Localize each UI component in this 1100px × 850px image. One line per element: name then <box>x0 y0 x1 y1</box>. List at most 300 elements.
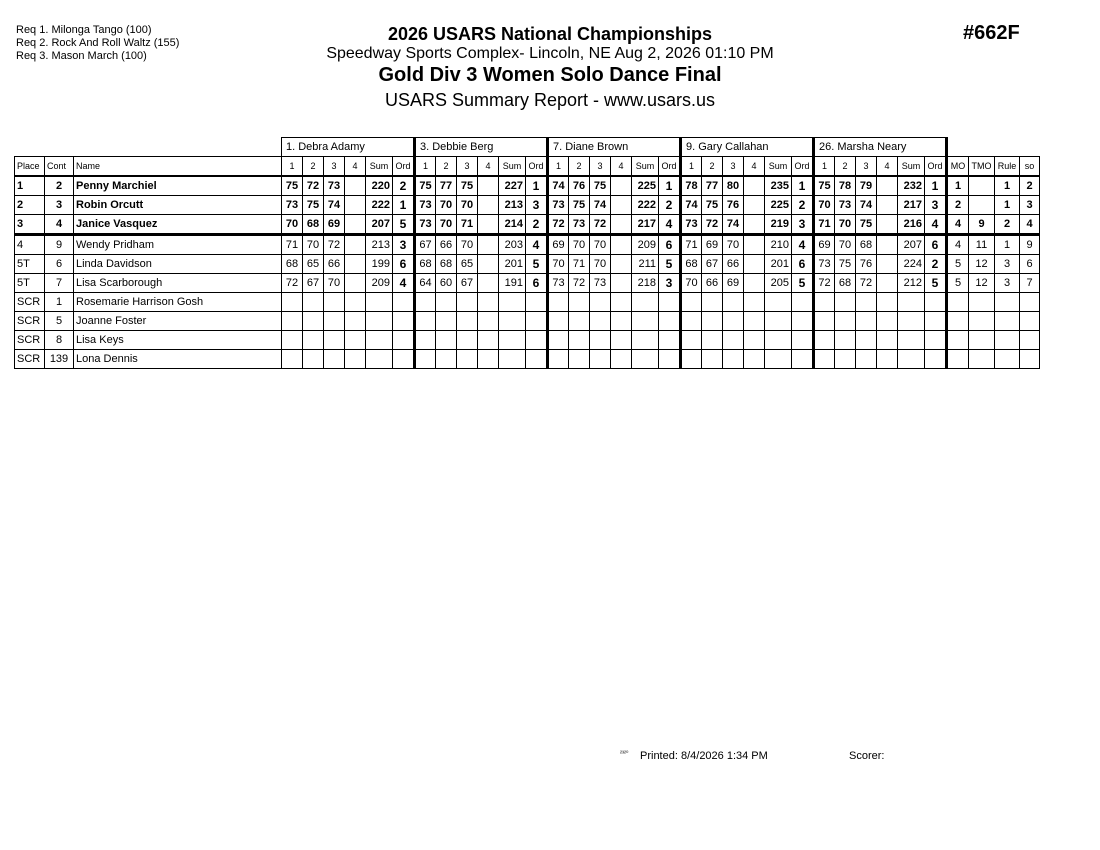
judge-score <box>814 350 835 369</box>
judge-sum: 222 <box>632 196 659 215</box>
judge-score: 73 <box>548 274 569 293</box>
judge-score <box>436 331 457 350</box>
judge-score: 75 <box>856 215 877 235</box>
judge-ordinal: 3 <box>526 196 548 215</box>
judge-score <box>282 331 303 350</box>
judge-score <box>457 312 478 331</box>
judge-ordinal: 6 <box>925 235 947 255</box>
judge-ordinal <box>925 312 947 331</box>
judge-ordinal <box>393 331 415 350</box>
judge-score <box>478 215 499 235</box>
col-header-place: Place <box>15 157 45 177</box>
judge-score <box>744 274 765 293</box>
judge-score <box>282 312 303 331</box>
judge-ordinal <box>792 331 814 350</box>
mo-cell: 4 <box>947 235 969 255</box>
judge-score: 75 <box>282 176 303 196</box>
judge-sum: 211 <box>632 255 659 274</box>
tmo-cell <box>969 176 995 196</box>
judge-score: 73 <box>681 215 702 235</box>
table-row <box>15 350 1040 369</box>
judge-score: 74 <box>856 196 877 215</box>
judge-sum: 220 <box>366 176 393 196</box>
place-cell: 5T <box>15 255 45 274</box>
judge-ordinal: 5 <box>925 274 947 293</box>
judge-score <box>345 312 366 331</box>
skater-name: Joanne Foster <box>74 312 282 331</box>
skater-name: Lisa Keys <box>74 331 282 350</box>
table-row <box>15 274 1040 293</box>
judge-ordinal <box>393 293 415 312</box>
so-cell: 2 <box>1020 176 1040 196</box>
skater-name: Rosemarie Harrison Gosh <box>74 293 282 312</box>
mo-cell: 2 <box>947 196 969 215</box>
judge-sum: 209 <box>632 235 659 255</box>
judge-score <box>744 255 765 274</box>
judge-score: 64 <box>415 274 436 293</box>
judge-score <box>457 293 478 312</box>
judge-sum: 216 <box>898 215 925 235</box>
judge-sum <box>366 331 393 350</box>
judge-score <box>303 312 324 331</box>
table-row <box>15 196 1040 215</box>
judge-score <box>548 293 569 312</box>
judge-score <box>744 196 765 215</box>
judge-score <box>611 176 632 196</box>
judges-header-row <box>15 138 1040 157</box>
judge-score: 67 <box>415 235 436 255</box>
judge-ordinal <box>792 312 814 331</box>
judge-sum: 235 <box>765 176 792 196</box>
judge-score <box>814 331 835 350</box>
judge-score <box>590 331 611 350</box>
judge-sum <box>632 293 659 312</box>
judge-score <box>303 331 324 350</box>
table-row <box>15 235 1040 255</box>
rule-cell: 3 <box>995 274 1020 293</box>
report-title: USARS Summary Report - www.usars.us <box>384 90 716 110</box>
so-cell <box>1020 331 1040 350</box>
judge-score <box>478 196 499 215</box>
judge-sum: 201 <box>765 255 792 274</box>
judge-score: 72 <box>702 215 723 235</box>
col-header-judge: Sum <box>898 157 925 177</box>
judge-score <box>681 331 702 350</box>
judge-ordinal: 4 <box>393 274 415 293</box>
rule-cell: 1 <box>995 176 1020 196</box>
judge-score <box>324 350 345 369</box>
judge-sum: 225 <box>632 176 659 196</box>
judge-score: 75 <box>814 176 835 196</box>
requirement-item: Req 2. Rock And Roll Waltz (155) <box>16 37 180 49</box>
judge-score: 70 <box>814 196 835 215</box>
judge-score <box>814 293 835 312</box>
judge-score: 73 <box>282 196 303 215</box>
judge-score: 75 <box>303 196 324 215</box>
rule-cell: 1 <box>995 196 1020 215</box>
judge-score: 70 <box>436 215 457 235</box>
judge-score: 75 <box>590 176 611 196</box>
col-header-judge: 1 <box>282 157 303 177</box>
contestant-number: 7 <box>45 274 74 293</box>
judge-ordinal <box>659 293 681 312</box>
judge-score: 74 <box>681 196 702 215</box>
judge-ordinal <box>792 293 814 312</box>
col-header-judge: Ord <box>526 157 548 177</box>
judge-score: 72 <box>569 274 590 293</box>
col-header-judge: 3 <box>324 157 345 177</box>
judge-name: 9. Gary Callahan <box>681 138 814 157</box>
judge-ordinal: 4 <box>659 215 681 235</box>
contestant-number: 139 <box>45 350 74 369</box>
judge-score: 75 <box>835 255 856 274</box>
venue-date: Speedway Sports Complex- Lincoln, NE Aug 2, 2026 01:10 PM <box>326 45 774 62</box>
skater-name: Robin Orcutt <box>74 196 282 215</box>
contestant-number: 8 <box>45 331 74 350</box>
judge-sum: 214 <box>499 215 526 235</box>
judge-ordinal: 3 <box>659 274 681 293</box>
judge-ordinal: 4 <box>526 235 548 255</box>
col-header-judge: Ord <box>925 157 947 177</box>
judge-ordinal <box>659 312 681 331</box>
judge-score <box>611 293 632 312</box>
judge-score: 69 <box>702 235 723 255</box>
judge-score: 78 <box>681 176 702 196</box>
judge-score: 73 <box>324 176 345 196</box>
mo-cell: 5 <box>947 274 969 293</box>
judge-score <box>835 293 856 312</box>
judge-score: 73 <box>814 255 835 274</box>
skater-name: Linda Davidson <box>74 255 282 274</box>
judge-ordinal <box>925 293 947 312</box>
judge-ordinal <box>659 350 681 369</box>
judge-score <box>345 196 366 215</box>
judge-score <box>478 312 499 331</box>
judge-ordinal <box>526 350 548 369</box>
mo-cell <box>947 312 969 331</box>
judge-score <box>548 350 569 369</box>
judge-score <box>856 293 877 312</box>
place-cell: SCR <box>15 350 45 369</box>
judge-score <box>877 255 898 274</box>
judge-score <box>611 235 632 255</box>
judge-score <box>681 312 702 331</box>
judge-score <box>611 312 632 331</box>
col-header-tmo: TMO <box>969 157 995 177</box>
judge-score: 68 <box>856 235 877 255</box>
judge-score: 73 <box>835 196 856 215</box>
results-table <box>14 137 1040 369</box>
col-header-judge: 4 <box>478 157 499 177</box>
judge-score: 73 <box>548 196 569 215</box>
rule-cell: 2 <box>995 215 1020 235</box>
judge-sum: 207 <box>898 235 925 255</box>
table-row <box>15 255 1040 274</box>
judge-sum: 222 <box>366 196 393 215</box>
col-header-judge: Sum <box>632 157 659 177</box>
judge-sum <box>499 293 526 312</box>
judge-ordinal: 2 <box>393 176 415 196</box>
judge-score: 71 <box>681 235 702 255</box>
judge-score: 72 <box>856 274 877 293</box>
col-header-judge: 2 <box>702 157 723 177</box>
so-cell: 9 <box>1020 235 1040 255</box>
event-title: Gold Div 3 Women Solo Dance Final <box>378 64 722 86</box>
judge-sum <box>898 350 925 369</box>
col-header-judge: Sum <box>366 157 393 177</box>
judge-score: 70 <box>835 235 856 255</box>
judge-name: 26. Marsha Neary <box>814 138 947 157</box>
judge-score <box>877 176 898 196</box>
judge-score <box>744 312 765 331</box>
judge-ordinal: 5 <box>393 215 415 235</box>
requirement-item: Req 1. Milonga Tango (100) <box>16 24 152 36</box>
skater-name: Janice Vasquez <box>74 215 282 235</box>
judge-score <box>702 312 723 331</box>
judge-score <box>744 293 765 312</box>
judge-sum <box>632 312 659 331</box>
judge-score <box>723 350 744 369</box>
judge-score: 69 <box>324 215 345 235</box>
judge-sum: 219 <box>765 215 792 235</box>
judge-sum: 212 <box>898 274 925 293</box>
judge-score <box>835 312 856 331</box>
judge-score <box>611 196 632 215</box>
judge-score <box>611 215 632 235</box>
judge-score <box>702 331 723 350</box>
judge-sum <box>898 312 925 331</box>
judge-ordinal: 3 <box>792 215 814 235</box>
judge-score: 70 <box>590 235 611 255</box>
judge-score: 68 <box>415 255 436 274</box>
judge-sum: 207 <box>366 215 393 235</box>
judge-sum <box>765 293 792 312</box>
judge-score: 74 <box>548 176 569 196</box>
judge-score: 70 <box>457 196 478 215</box>
judge-ordinal: 6 <box>659 235 681 255</box>
judge-sum: 201 <box>499 255 526 274</box>
judge-ordinal <box>526 312 548 331</box>
mo-cell: 1 <box>947 176 969 196</box>
col-header-judge: 3 <box>856 157 877 177</box>
table-row <box>15 312 1040 331</box>
judge-score <box>478 274 499 293</box>
judge-score: 68 <box>282 255 303 274</box>
skater-name: Wendy Pridham <box>74 235 282 255</box>
judge-score <box>345 274 366 293</box>
judge-score: 68 <box>681 255 702 274</box>
judge-score <box>345 215 366 235</box>
judge-score <box>877 274 898 293</box>
mo-cell: 5 <box>947 255 969 274</box>
judge-score: 70 <box>548 255 569 274</box>
judge-score <box>436 312 457 331</box>
rule-cell <box>995 312 1020 331</box>
judge-score <box>415 293 436 312</box>
judge-score: 71 <box>282 235 303 255</box>
judge-ordinal: 4 <box>792 235 814 255</box>
judge-score <box>478 350 499 369</box>
judge-score <box>723 331 744 350</box>
col-header-judge: 2 <box>436 157 457 177</box>
judge-sum <box>898 293 925 312</box>
contestant-number: 3 <box>45 196 74 215</box>
col-header-so: so <box>1020 157 1040 177</box>
place-cell: SCR <box>15 331 45 350</box>
col-header-name: Name <box>74 157 282 177</box>
so-cell: 4 <box>1020 215 1040 235</box>
judge-score <box>744 235 765 255</box>
col-header-judge: Ord <box>659 157 681 177</box>
judge-sum: 199 <box>366 255 393 274</box>
judge-ordinal: 1 <box>925 176 947 196</box>
judge-score <box>569 312 590 331</box>
judge-score: 72 <box>590 215 611 235</box>
col-header-judge: 3 <box>457 157 478 177</box>
judge-sum <box>765 312 792 331</box>
judge-score <box>723 293 744 312</box>
judge-score <box>282 350 303 369</box>
judge-score <box>611 350 632 369</box>
place-cell: 5T <box>15 274 45 293</box>
judge-ordinal <box>659 331 681 350</box>
judge-score <box>415 312 436 331</box>
judge-ordinal <box>393 312 415 331</box>
judge-score: 68 <box>303 215 324 235</box>
judge-score: 69 <box>548 235 569 255</box>
rule-cell <box>995 293 1020 312</box>
judge-score: 70 <box>303 235 324 255</box>
col-header-mo: MO <box>947 157 969 177</box>
judge-score <box>569 293 590 312</box>
judge-ordinal: 2 <box>925 255 947 274</box>
judge-score: 65 <box>457 255 478 274</box>
judge-score <box>744 215 765 235</box>
judge-sum: 218 <box>632 274 659 293</box>
judge-score <box>835 350 856 369</box>
place-cell: SCR <box>15 293 45 312</box>
col-header-judge: 2 <box>835 157 856 177</box>
judge-sum: 205 <box>765 274 792 293</box>
judge-score <box>282 293 303 312</box>
skater-name: Penny Marchiel <box>74 176 282 196</box>
judge-score: 71 <box>569 255 590 274</box>
rule-cell: 1 <box>995 235 1020 255</box>
judge-score: 75 <box>415 176 436 196</box>
so-cell <box>1020 312 1040 331</box>
judge-score <box>548 331 569 350</box>
judge-score <box>611 255 632 274</box>
judge-score: 77 <box>436 176 457 196</box>
skater-name: Lisa Scarborough <box>74 274 282 293</box>
judge-ordinal: 3 <box>393 235 415 255</box>
judge-score: 77 <box>702 176 723 196</box>
col-header-judge: 2 <box>569 157 590 177</box>
judge-ordinal <box>393 350 415 369</box>
judge-score <box>345 331 366 350</box>
judge-sum: 203 <box>499 235 526 255</box>
judge-score <box>324 293 345 312</box>
judge-sum <box>499 350 526 369</box>
judge-score <box>590 293 611 312</box>
document-id: #662F <box>963 22 1020 44</box>
rule-cell: 3 <box>995 255 1020 274</box>
judge-score <box>478 176 499 196</box>
judge-sum: 227 <box>499 176 526 196</box>
judge-score: 66 <box>702 274 723 293</box>
tmo-cell: 12 <box>969 255 995 274</box>
judge-ordinal <box>526 293 548 312</box>
judge-sum <box>765 350 792 369</box>
judge-score <box>877 312 898 331</box>
judge-sum: 213 <box>366 235 393 255</box>
tmo-cell <box>969 196 995 215</box>
judge-score <box>303 350 324 369</box>
judge-score <box>877 350 898 369</box>
judge-score <box>345 350 366 369</box>
judge-name: 3. Debbie Berg <box>415 138 548 157</box>
judge-sum: 217 <box>632 215 659 235</box>
judge-sum <box>366 293 393 312</box>
judge-score <box>415 350 436 369</box>
contestant-number: 6 <box>45 255 74 274</box>
skater-name: Lona Dennis <box>74 350 282 369</box>
judge-score: 75 <box>457 176 478 196</box>
judge-sum <box>366 350 393 369</box>
judge-score <box>877 331 898 350</box>
col-header-judge: 1 <box>681 157 702 177</box>
so-cell <box>1020 350 1040 369</box>
judge-score: 75 <box>569 196 590 215</box>
judge-score: 74 <box>723 215 744 235</box>
judge-score <box>877 215 898 235</box>
judge-sum <box>499 312 526 331</box>
judge-score <box>345 293 366 312</box>
requirements-list <box>16 24 179 63</box>
tmo-cell <box>969 331 995 350</box>
judge-sum <box>898 331 925 350</box>
judge-sum: 217 <box>898 196 925 215</box>
col-header-judge: Sum <box>499 157 526 177</box>
judge-score: 70 <box>282 215 303 235</box>
judge-score <box>856 312 877 331</box>
judge-score <box>856 331 877 350</box>
so-cell <box>1020 293 1040 312</box>
judge-score: 73 <box>415 196 436 215</box>
judge-sum: 224 <box>898 255 925 274</box>
judge-score: 68 <box>835 274 856 293</box>
judge-score <box>548 312 569 331</box>
place-cell: 1 <box>15 176 45 196</box>
judge-score: 72 <box>282 274 303 293</box>
so-cell: 7 <box>1020 274 1040 293</box>
judge-score <box>877 235 898 255</box>
judge-ordinal: 1 <box>526 176 548 196</box>
judge-score: 74 <box>324 196 345 215</box>
judge-score <box>324 312 345 331</box>
judge-ordinal: 1 <box>659 176 681 196</box>
table-row <box>15 176 1040 196</box>
table-row <box>15 331 1040 350</box>
mo-cell <box>947 350 969 369</box>
contestant-number: 2 <box>45 176 74 196</box>
judge-score <box>436 293 457 312</box>
col-header-judge: Ord <box>393 157 415 177</box>
judge-score: 75 <box>702 196 723 215</box>
judge-score <box>345 255 366 274</box>
contestant-number: 1 <box>45 293 74 312</box>
tmo-cell <box>969 293 995 312</box>
